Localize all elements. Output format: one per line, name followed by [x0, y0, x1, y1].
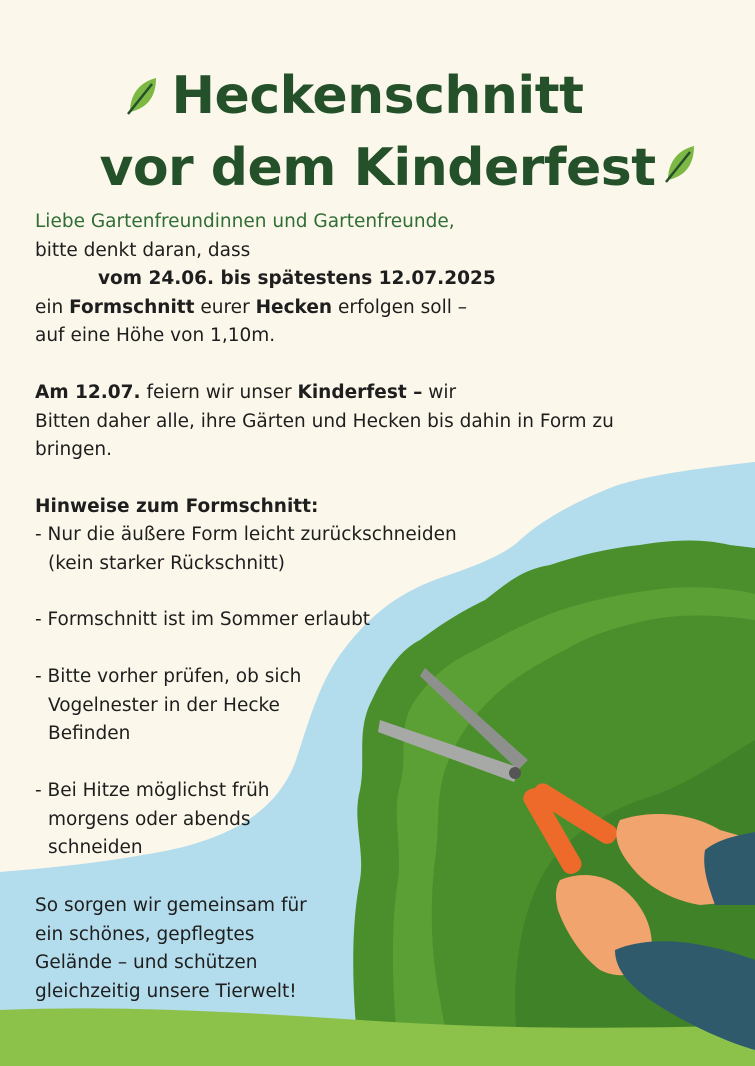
hint-item-1: - Nur die äußere Form leicht zurückschneiden (kein starker Rückschnitt) — [35, 524, 457, 574]
fest-section — [35, 379, 614, 465]
page-title-line2: vor dem Kinderfest — [99, 138, 656, 198]
date-range: vom 24.06. bis spätestens 12.07.2025 — [98, 268, 496, 289]
page-title-line1: Heckenschnitt — [171, 66, 584, 126]
intro-line4: ein Formschnitt eurer Hecken erfolgen soll – — [35, 296, 468, 318]
intro-line2: bitte denkt daran, dass — [35, 239, 251, 261]
hints-heading: Hinweise zum Formschnitt: — [35, 496, 319, 517]
hint-item-4: - Bei Hitze möglichst früh morgens oder abends schneiden — [35, 780, 270, 858]
hint-item-3: - Bitte vorher prüfen, ob sich Vogelnester in der Hecke Befinden — [35, 666, 302, 744]
hint-item-2: - Formschnitt ist im Sommer erlaubt — [35, 609, 371, 630]
greeting: Liebe Gartenfreundinnen und Gartenfreunde, — [35, 211, 455, 232]
closing-section: So sorgen wir gemeinsam für ein schönes, gepflegtes Gelände – und schützen gleichzeitig unsere Tierwelt! — [35, 895, 307, 1002]
intro-line5: auf eine Höhe von 1,10m. — [35, 325, 276, 346]
intro-section — [35, 208, 496, 351]
fest-line1: Am 12.07. feiern wir unser Kinderfest – wir — [35, 382, 457, 403]
fest-line2: Bitten daher alle, ihre Gärten und Hecken bis dahin in Form zu — [35, 410, 614, 432]
fest-line3: bringen. — [35, 439, 112, 460]
